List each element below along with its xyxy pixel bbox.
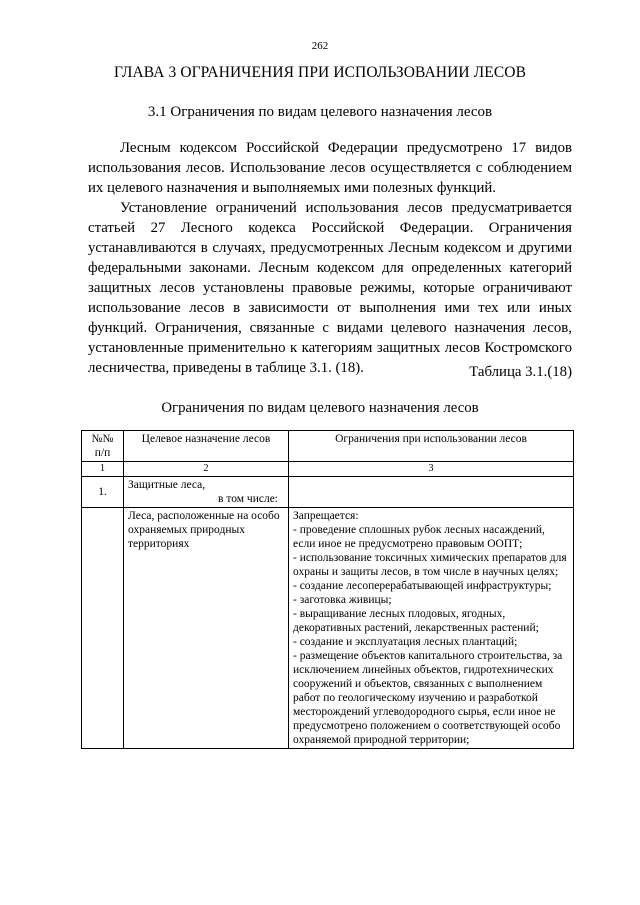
- purpose-cell: [124, 477, 289, 508]
- row-number: [82, 508, 124, 749]
- restrictions-cell: [289, 477, 574, 508]
- table-row: [82, 508, 574, 749]
- restriction-item: - размещение объектов капитального строительства, за исключением линейных объектов, гидротехнических сооружений и объектов, связанных с выполнением работ по геологическому изучению и разработкой месторождений углеводородного сырья, если иное не предусмотрено положением о соответствующей особо охраняемой природной территории;: [293, 650, 563, 746]
- restriction-item: - создание лесоперерабатывающей инфраструктуры;: [293, 580, 552, 592]
- column-number-row: [82, 462, 574, 477]
- header-restrictions: Ограничения при использовании лесов: [289, 431, 574, 462]
- body-text: [88, 138, 572, 378]
- page-number: 262: [311, 40, 329, 52]
- column-number: 1: [82, 462, 124, 477]
- chapter-title: ГЛАВА 3 ОГРАНИЧЕНИЯ ПРИ ИСПОЛЬЗОВАНИИ ЛЕСОВ: [113, 64, 527, 81]
- purpose-text: Защитные леса,: [128, 479, 206, 491]
- restriction-item: - заготовка живицы;: [293, 594, 392, 606]
- purpose-subtext: в том числе:: [218, 493, 278, 505]
- restrictions-intro: Запрещается:: [293, 510, 359, 522]
- column-number: 3: [289, 462, 574, 477]
- header-purpose: Целевое назначение лесов: [124, 431, 289, 462]
- paragraph: Установление ограничений использования лесов предусматривается статьей 27 Лесного кодекса Российской Федерации. Ограничения устанавливаются в случаях, предусмотренных Лесным кодексом и другими федеральными законами. Лесным кодексом для определенных категорий защитных лесов установлены правовые режимы, которые ограничивают использование лесов в зависимости от выполнения ими тех или иных функций. Ограничения, связанные с видами целевого назначения лесов, установленные применительно к категориям защитных лесов Костромского лесничества, приведены в таблице 3.1. (18).: [88, 200, 572, 376]
- restriction-item: - использование токсичных химических препаратов для охраны и защиты лесов, в том числе в научных целях;: [293, 552, 567, 578]
- purpose-cell: Леса, расположенные на особо охраняемых природных территориях: [124, 508, 289, 749]
- column-number: 2: [124, 462, 289, 477]
- restriction-item: - создание и эксплуатация лесных плантаций;: [293, 636, 518, 648]
- table-reference: Таблица 3.1.(18): [469, 364, 572, 380]
- row-number: 1.: [82, 477, 124, 508]
- section-title: 3.1 Ограничения по видам целевого назначения лесов: [147, 104, 493, 120]
- table-caption: Ограничения по видам целевого назначения лесов: [161, 400, 479, 416]
- restrictions-table: [81, 430, 574, 749]
- restriction-item: - проведение сплошных рубок лесных насаждений, если иное не предусмотрено правовым ООПТ;: [293, 524, 545, 550]
- table-header-row: [82, 431, 574, 462]
- header-number: №№ п/п: [82, 431, 124, 462]
- restriction-item: - выращивание лесных плодовых, ягодных, декоративных растений, лекарственных растений;: [293, 608, 539, 634]
- paragraph: Лесным кодексом Российской Федерации предусмотрено 17 видов использования лесов. Использование лесов осуществляется с соблюдением их целевого назначения и выполняемых ими полезных функций.: [88, 140, 572, 196]
- table-row: [82, 477, 574, 508]
- restrictions-cell: [289, 508, 574, 749]
